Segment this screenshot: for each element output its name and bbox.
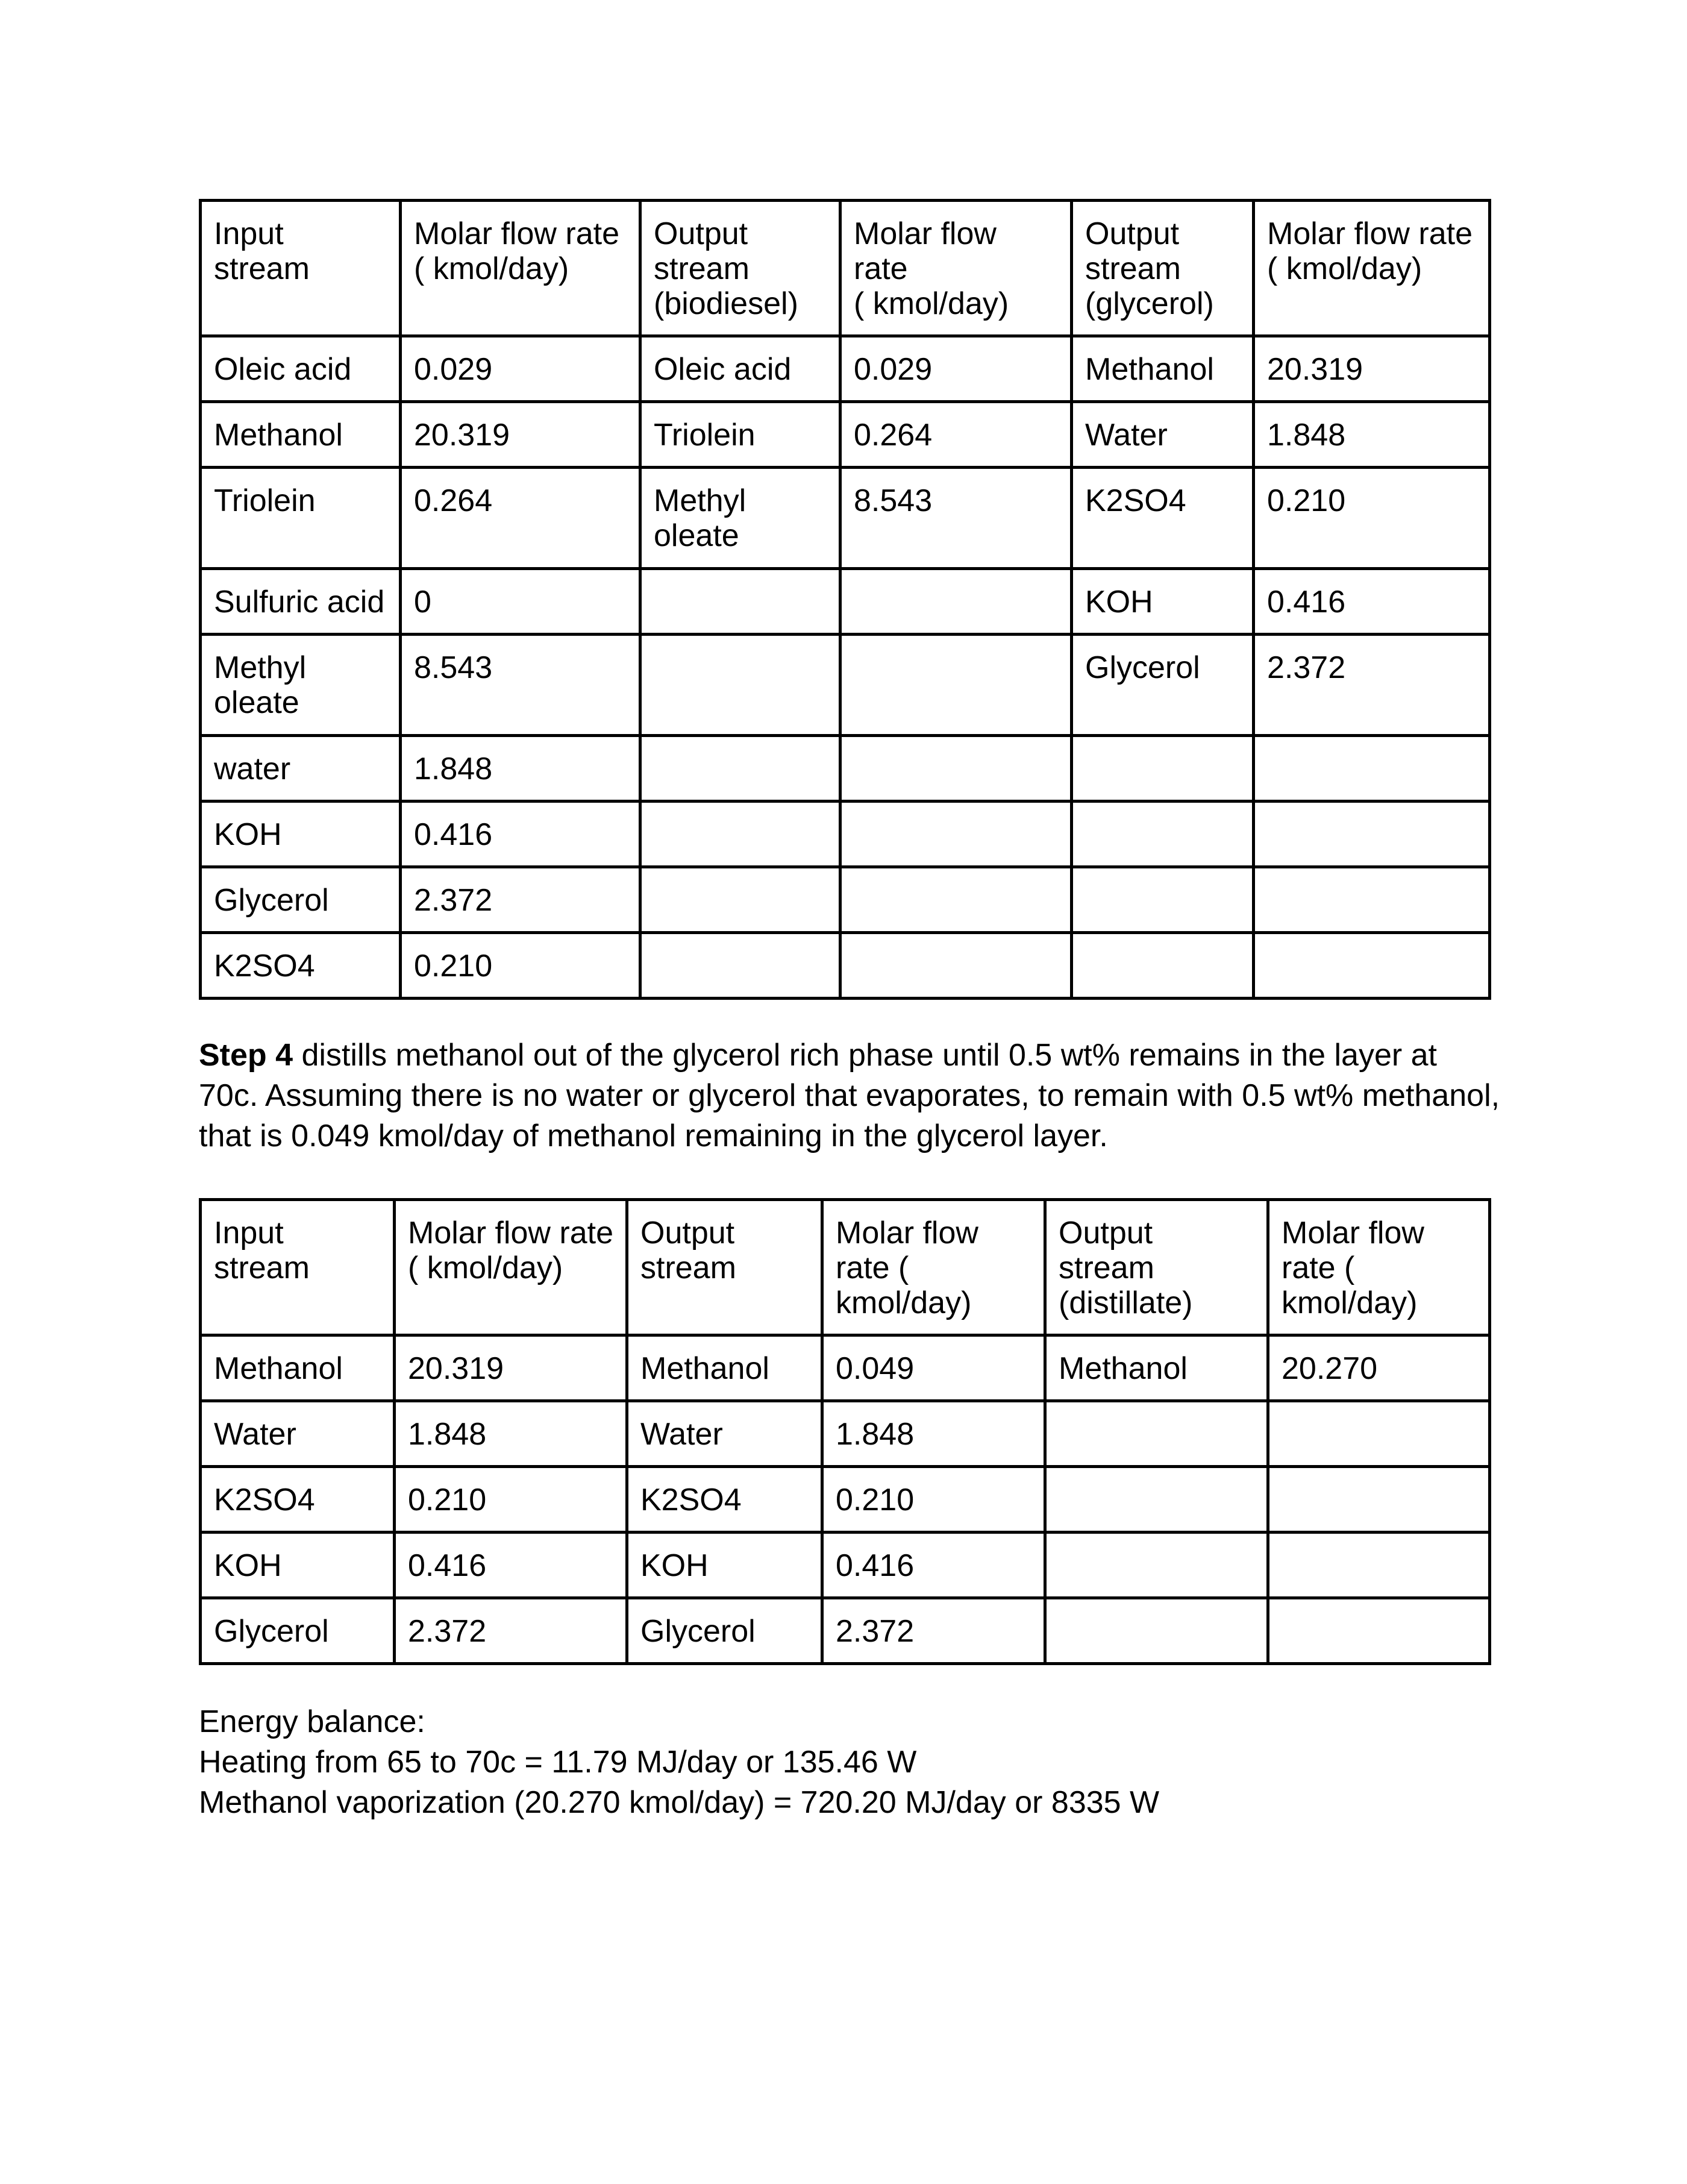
table-cell <box>640 933 840 999</box>
table-cell: K2SO4 <box>201 1467 395 1533</box>
stream-table-2 <box>199 1198 1491 1665</box>
step4-text: distills methanol out of the glycerol rich phase until 0.5 wt% remains in the layer at 70c. Assuming there is no water or glycerol that evaporates, to remain with 0.5 wt% methanol, that is 0.049 kmol/day of methanol remaining in the glycerol layer. <box>199 1038 1500 1153</box>
table-cell: 20.319 <box>1254 336 1490 402</box>
table-cell: 1.848 <box>395 1401 627 1467</box>
table-cell <box>1072 867 1254 933</box>
table-cell: 0.210 <box>822 1467 1045 1533</box>
table-cell <box>640 569 840 635</box>
table-cell: 0.029 <box>401 336 640 402</box>
table-cell: Methanol <box>201 1335 395 1401</box>
table-cell: Triolein <box>201 468 401 569</box>
header-cell: Molar flow rate ( kmol/day) <box>822 1200 1045 1335</box>
header-cell: Molar flow rate ( kmol/day) <box>840 201 1072 336</box>
table-cell: 1.848 <box>401 736 640 802</box>
table-cell: Glycerol <box>627 1598 822 1664</box>
table-cell: 0.264 <box>401 468 640 569</box>
table-cell <box>1045 1533 1268 1598</box>
table-cell: 2.372 <box>401 867 640 933</box>
table-cell: 0.416 <box>401 802 640 867</box>
table-cell: Methanol <box>1045 1335 1268 1401</box>
table-row <box>201 1598 1490 1664</box>
table-cell <box>1268 1401 1490 1467</box>
table-cell: 0.210 <box>395 1467 627 1533</box>
table-cell: Methanol <box>627 1335 822 1401</box>
table-row <box>201 867 1490 933</box>
table-cell <box>640 635 840 736</box>
table-cell: Oleic acid <box>640 336 840 402</box>
table-cell: Sulfuric acid <box>201 569 401 635</box>
table-cell <box>1045 1598 1268 1664</box>
header-cell: Molar flow rate ( kmol/day) <box>401 201 640 336</box>
table-row <box>201 635 1490 736</box>
table-cell <box>840 569 1072 635</box>
header-row <box>201 1200 1490 1335</box>
table-cell: 1.848 <box>822 1401 1045 1467</box>
table-cell: 0.210 <box>401 933 640 999</box>
table-cell <box>1254 867 1490 933</box>
header-cell: Input stream <box>201 201 401 336</box>
table-cell: K2SO4 <box>627 1467 822 1533</box>
table-row <box>201 933 1490 999</box>
table-cell: Water <box>1072 402 1254 468</box>
table-cell: 8.543 <box>840 468 1072 569</box>
stream-table-1 <box>199 199 1491 1000</box>
table-cell: 20.319 <box>401 402 640 468</box>
table-cell: 1.848 <box>1254 402 1490 468</box>
energy-heading: Energy balance: <box>199 1704 425 1739</box>
table-cell: 0.049 <box>822 1335 1045 1401</box>
header-cell: Molar flow rate ( kmol/day) <box>1254 201 1490 336</box>
table-row <box>201 569 1490 635</box>
table-cell: 0.029 <box>840 336 1072 402</box>
table-cell <box>640 802 840 867</box>
table-cell <box>840 736 1072 802</box>
table-cell: Water <box>627 1401 822 1467</box>
table-cell: 0 <box>401 569 640 635</box>
table-cell <box>1268 1598 1490 1664</box>
table-cell: Methyl oleate <box>640 468 840 569</box>
header-cell: Output stream <box>627 1200 822 1335</box>
header-cell: Output stream (distillate) <box>1045 1200 1268 1335</box>
step4-label: Step 4 <box>199 1038 293 1073</box>
table-cell <box>1072 736 1254 802</box>
table-cell: 0.264 <box>840 402 1072 468</box>
table-cell: K2SO4 <box>1072 468 1254 569</box>
table-cell <box>1254 736 1490 802</box>
table-cell <box>1072 933 1254 999</box>
table-cell <box>840 933 1072 999</box>
table-cell <box>1254 933 1490 999</box>
header-cell: Molar flow rate ( kmol/day) <box>395 1200 627 1335</box>
table-cell: 2.372 <box>822 1598 1045 1664</box>
table-cell: Triolein <box>640 402 840 468</box>
header-cell: Input stream <box>201 1200 395 1335</box>
table-cell: 2.372 <box>395 1598 627 1664</box>
table-cell: Glycerol <box>201 867 401 933</box>
table-cell: Oleic acid <box>201 336 401 402</box>
table-row <box>201 1467 1490 1533</box>
table-cell <box>1254 802 1490 867</box>
table-row <box>201 736 1490 802</box>
step4-paragraph <box>199 1035 1500 1156</box>
table-cell: KOH <box>627 1533 822 1598</box>
table-cell: Water <box>201 1401 395 1467</box>
table-cell <box>1045 1467 1268 1533</box>
table-row <box>201 402 1490 468</box>
table-cell <box>640 736 840 802</box>
table-cell: 20.319 <box>395 1335 627 1401</box>
table-cell: KOH <box>1072 569 1254 635</box>
header-row <box>201 201 1490 336</box>
table-cell: 0.416 <box>822 1533 1045 1598</box>
table-cell <box>640 867 840 933</box>
table-cell: 0.416 <box>1254 569 1490 635</box>
table-cell <box>840 802 1072 867</box>
table-cell: KOH <box>201 1533 395 1598</box>
table-cell: Glycerol <box>201 1598 395 1664</box>
table-cell <box>1268 1533 1490 1598</box>
table-cell <box>1045 1401 1268 1467</box>
table-cell: KOH <box>201 802 401 867</box>
table-cell: 20.270 <box>1268 1335 1490 1401</box>
table-cell <box>1268 1467 1490 1533</box>
header-cell: Molar flow rate ( kmol/day) <box>1268 1200 1490 1335</box>
table-cell <box>840 867 1072 933</box>
energy-line-vaporization: Methanol vaporization (20.270 kmol/day) = 720.20 MJ/day or 8335 W <box>199 1785 1160 1820</box>
table-cell: 2.372 <box>1254 635 1490 736</box>
energy-line-heating: Heating from 65 to 70c = 11.79 MJ/day or 135.46 W <box>199 1745 917 1780</box>
table-cell: K2SO4 <box>201 933 401 999</box>
header-cell: Output stream (glycerol) <box>1072 201 1254 336</box>
table-row <box>201 336 1490 402</box>
table-cell: Methyl oleate <box>201 635 401 736</box>
table-cell: Methanol <box>201 402 401 468</box>
table-row <box>201 468 1490 569</box>
table-cell <box>840 635 1072 736</box>
table-cell <box>1072 802 1254 867</box>
header-cell: Output stream (biodiesel) <box>640 201 840 336</box>
table-cell: 0.416 <box>395 1533 627 1598</box>
table-row <box>201 1533 1490 1598</box>
table-cell: water <box>201 736 401 802</box>
table-row <box>201 1335 1490 1401</box>
table-cell: 0.210 <box>1254 468 1490 569</box>
table-row <box>201 802 1490 867</box>
table-cell: Methanol <box>1072 336 1254 402</box>
table-row <box>201 1401 1490 1467</box>
table-cell: 8.543 <box>401 635 640 736</box>
table-cell: Glycerol <box>1072 635 1254 736</box>
energy-balance <box>199 1702 1500 1823</box>
